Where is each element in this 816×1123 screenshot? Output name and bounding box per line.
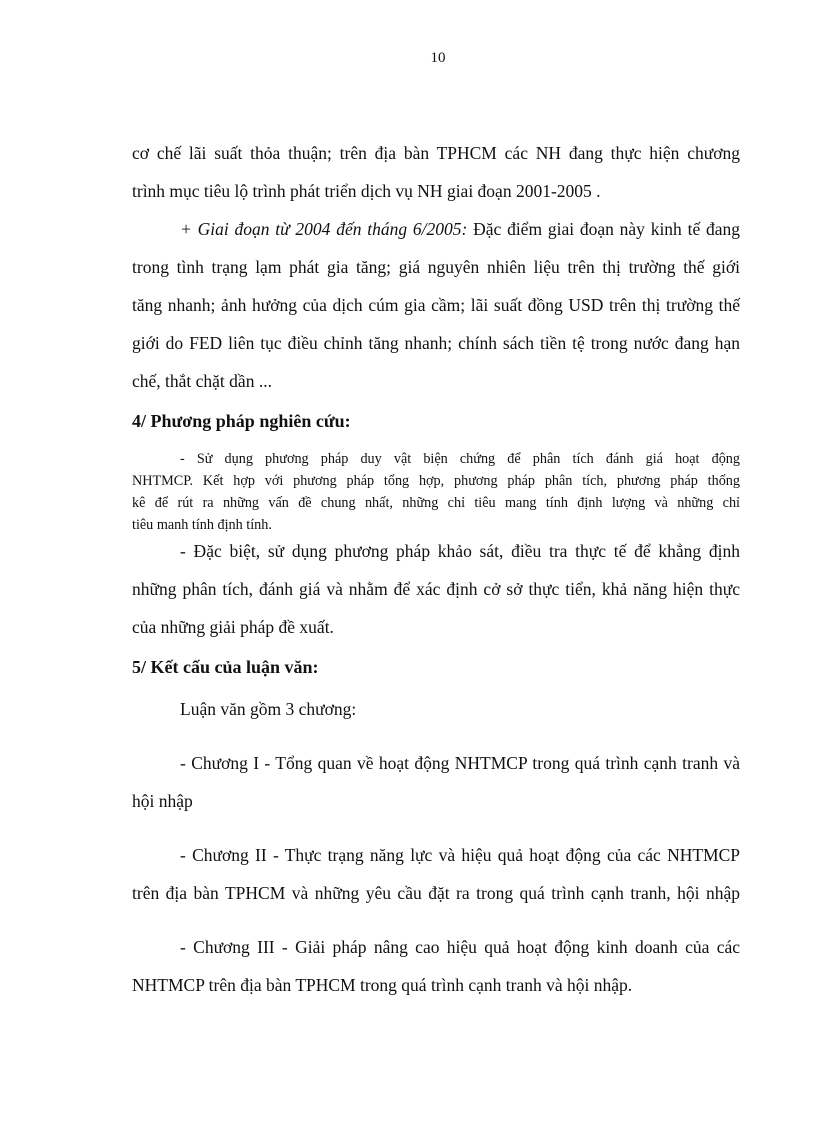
chapter-3-line-2: NHTMCP trên địa bàn TPHCM trong quá trình cạnh tranh và hội nhập. [132, 975, 633, 995]
period-line-2: trong tình trạng lạm phát gia tăng; giá nguyên nhiên liệu trên thị trường thế giới [132, 257, 740, 277]
method-p2-line-3: của những giải pháp đề xuất. [132, 617, 334, 637]
section-4-heading: 4/ Phương pháp nghiên cứu: [132, 411, 351, 431]
method-p2-line-2: những phân tích, đánh giá và nhằm để xác định cở sở thực tiển, khả năng hiện thực [132, 579, 740, 599]
method-p1-line-2: NHTMCP. Kết hợp với phương pháp tổng hợp, phương pháp phân tích, phương pháp thống [132, 473, 740, 489]
page-number: 10 [430, 50, 446, 66]
period-line-1 [132, 214, 740, 252]
section-5-heading: 5/ Kết cấu của luận văn: [132, 657, 319, 677]
document-body [132, 138, 740, 1008]
method-p2-line-1: - Đặc biệt, sử dụng phương pháp khảo sát, điều tra thực tế để khẳng định [180, 541, 740, 561]
period-line-1-rest: Đặc điểm giai đoạn này kinh tế đang [467, 219, 741, 239]
chapter-2-line-2: trên địa bàn TPHCM và những yêu cầu đặt ra trong quá trình cạnh tranh, hội nhập [132, 883, 740, 903]
method-p1-line-4: tiêu manh tính định tính. [132, 517, 272, 533]
period-label: + Giai đoạn từ 2004 đến tháng 6/2005: [180, 219, 468, 239]
chapter-1-line-1: - Chương I - Tổng quan về hoạt động NHTMCP trong quá trình cạnh tranh và [180, 753, 740, 773]
chapter-1-line-2: hội nhập [132, 791, 193, 811]
period-line-5: chế, thắt chặt dần ... [132, 371, 272, 391]
intro-line-1: cơ chế lãi suất thỏa thuận; trên địa bàn TPHCM các NH đang thực hiện chương [132, 143, 740, 163]
method-p1-line-1: - Sử dụng phương pháp duy vật biện chứng để phân tích đánh giá hoạt động [180, 451, 740, 467]
period-line-4: giới do FED liên tục điều chỉnh tăng nhanh; chính sách tiền tệ trong nước đang hạn [132, 333, 740, 353]
intro-line-2: trình mục tiêu lộ trình phát triển dịch vụ NH giai đoạn 2001-2005 . [132, 181, 601, 201]
chapter-3-line-1: - Chương III - Giải pháp nâng cao hiệu quả hoạt động kinh doanh của các [180, 937, 740, 957]
structure-intro: Luận văn gồm 3 chương: [180, 699, 357, 719]
method-p1-line-3: kê để rút ra những vấn đề chung nhất, những chỉ tiêu mang tính định lượng và những chỉ [132, 495, 740, 511]
period-line-3: tăng nhanh; ảnh hưởng của dịch cúm gia cầm; lãi suất đồng USD trên thị trường thế [132, 295, 740, 315]
chapter-2-line-1: - Chương II - Thực trạng năng lực và hiệu quả hoạt động của các NHTMCP [180, 845, 740, 865]
